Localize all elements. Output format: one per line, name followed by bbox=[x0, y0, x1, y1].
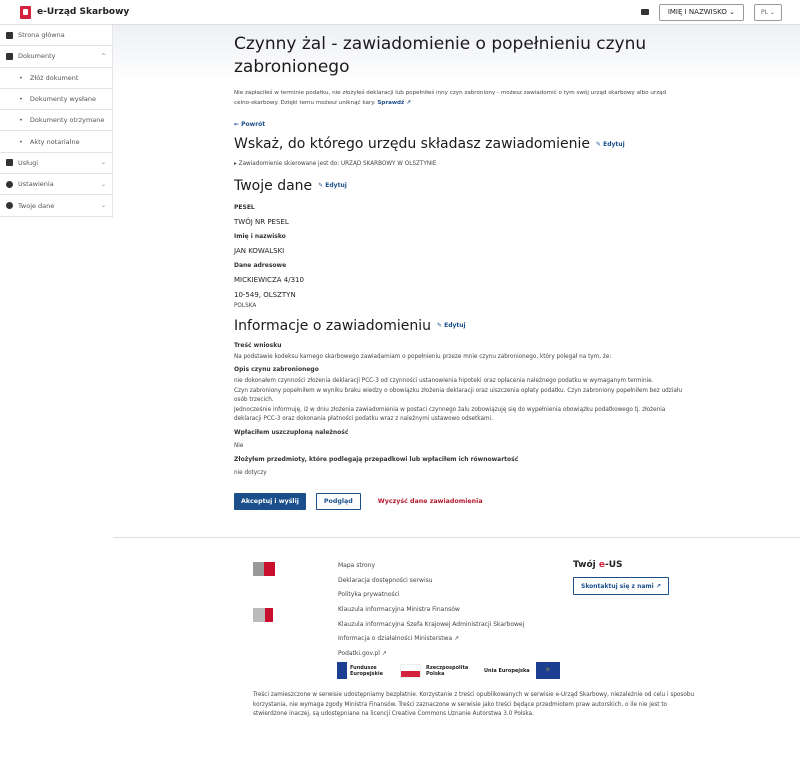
items-label: Złożyłem przedmioty, które podlegają przepadkowi lub wpłaciłem ich równowartość bbox=[234, 456, 519, 463]
sidebar-label: Ustawienia bbox=[18, 180, 54, 189]
flag-icon bbox=[400, 664, 421, 678]
info-heading-text: Informacje o zawiadomieniu bbox=[234, 317, 431, 334]
footer-link[interactable]: Polityka prywatności bbox=[338, 591, 400, 599]
footer-link[interactable]: Klauzula informacyjna Szefa Krajowej Administracji Skarbowej bbox=[338, 620, 525, 628]
paid-value: Nie bbox=[234, 442, 244, 449]
edit-label: Edytuj bbox=[325, 182, 347, 189]
address-label: Dane adresowe bbox=[234, 261, 287, 269]
description-line: Czyn zabroniony popełniłem w wyniku braku wiedzy o obowiązku złożenia deklaracji oraz uiszczenia opłaty podatku. Czyn zabroniony popełniłem bez udziału osób trzecich. bbox=[234, 387, 683, 403]
ue-logo-text: Unia Europejska bbox=[484, 667, 530, 674]
footer-link[interactable]: Podatki.gov.pl ↗ bbox=[338, 650, 387, 658]
sidebar-item-submit-document[interactable]: • Złóż dokument bbox=[0, 68, 112, 89]
footer-links bbox=[338, 562, 524, 665]
your-data-heading-text: Twoje dane bbox=[234, 177, 313, 194]
edit-label: Edytuj bbox=[603, 140, 625, 148]
check-link-label: Sprawdź bbox=[377, 100, 405, 106]
sidebar-item-sent-documents[interactable]: • Dokumenty wysłane bbox=[0, 89, 112, 110]
emblem-icon bbox=[20, 6, 31, 19]
mf-logo[interactable] bbox=[253, 562, 283, 576]
footer-link[interactable]: Deklaracja dostępności serwisu bbox=[338, 576, 433, 584]
footer-link[interactable]: Klauzula informacyjna Ministra Finansów bbox=[338, 606, 460, 614]
edit-data-button[interactable]: ✎ Edytuj bbox=[318, 182, 347, 189]
footer bbox=[113, 537, 800, 773]
sidebar-label: Dokumenty wysłane bbox=[29, 95, 96, 104]
legal-notice: Treści zamieszczone w serwisie udostępniamy bezpłatnie. Korzystanie z treści opublikowanych w serwisie e-Urząd Skarbowy, niezależnie od celu i sposobu korzystania, nie wymaga zgody Ministra Finansów. Treści zaznaczone w serwisie jako treści będące przedmiotem praw autorskich, o ile nie jest to stwierdzone inaczej, są udostępniane na licencji Creative Commons Uznanie Autorstwa 3.0 Polska. bbox=[253, 692, 695, 717]
pesel-value: TWÓJ NR PESEL bbox=[234, 218, 289, 226]
chevron-down-icon: ⌄ bbox=[100, 159, 106, 167]
fe-logo-mark bbox=[337, 662, 347, 679]
address-line1: MICKIEWICZA 4/310 bbox=[234, 276, 304, 284]
items-value: nie dotyczy bbox=[234, 470, 267, 476]
home-icon bbox=[6, 32, 13, 39]
contact-button[interactable]: Skontaktuj się z nami ↗ bbox=[573, 577, 669, 595]
chevron-down-icon: ⌄ bbox=[100, 180, 106, 188]
footer-link[interactable]: Mapa strony bbox=[338, 562, 376, 569]
sidebar-label: Twoje dane bbox=[18, 201, 55, 210]
eus-e: e bbox=[598, 560, 605, 570]
app-logo[interactable] bbox=[20, 6, 129, 19]
office-text: ▸ Zawiadomienie skierowane jest do: URZĄD SKARBOWY W OLSZTYNIE bbox=[234, 161, 437, 167]
sidebar-label: Akty notarialne bbox=[29, 137, 80, 146]
sidebar-item-notarial-deeds[interactable]: • Akty notarialne bbox=[0, 131, 112, 152]
eu-flag-icon: ✩ bbox=[536, 662, 560, 679]
sidebar-label: Usługi bbox=[18, 158, 39, 167]
ue-logo bbox=[484, 662, 560, 679]
services-icon bbox=[6, 159, 13, 166]
eus-suffix: -US bbox=[604, 560, 623, 570]
sidebar-item-documents[interactable] bbox=[0, 46, 112, 67]
footer-link-label: Informacja o działalności Ministerstwa bbox=[338, 635, 453, 643]
fe-logo bbox=[337, 662, 383, 679]
sidebar-label: Złóż dokument bbox=[29, 73, 79, 82]
mail-icon[interactable] bbox=[641, 9, 649, 15]
sidebar-label: Dokumenty otrzymane bbox=[29, 116, 105, 125]
language-select[interactable]: PL ⌄ bbox=[754, 4, 782, 21]
sidebar-label: Dokumenty bbox=[18, 52, 56, 61]
name-label: Imię i nazwisko bbox=[234, 232, 286, 240]
name-value: JAN KOWALSKI bbox=[234, 247, 285, 255]
office-section-heading bbox=[234, 136, 684, 152]
mf-logo-mark bbox=[253, 562, 275, 576]
address-country: POLSKA bbox=[234, 303, 257, 309]
preview-button[interactable]: Podgląd bbox=[316, 493, 361, 510]
description-line: nie dokonałem czynności złożenia deklaracji PCC-3 od czynności ustanowienia hipoteki oraz opłacenia należnego podatku w wymaganym terminie. bbox=[234, 378, 654, 384]
rp-logo-text: Rzeczpospolita Polska bbox=[426, 664, 469, 677]
edit-label: Edytuj bbox=[444, 322, 466, 329]
back-link[interactable]: ← Powrót bbox=[234, 121, 266, 128]
accept-send-button[interactable]: Akceptuj i wyślij bbox=[234, 493, 306, 510]
description-line: Jednocześnie informuję, iż w dniu złożenia zawiadomienia w postaci czynnego żalu zobowiązuję się do wypełnienia obowiązku podatkowego tj. złożenia deklaracji PCC-3 oraz dokonania płatności podatku wraz z należnymi ustawowo odsetkami. bbox=[234, 406, 666, 422]
office-heading-text: Wskaż, do którego urzędu składasz zawiadomienie bbox=[234, 136, 590, 152]
clear-data-button[interactable]: Wyczyść dane zawiadomienia bbox=[377, 497, 483, 505]
description-label: Opis czynu zabronionego bbox=[234, 366, 319, 373]
app-title: e-Urząd Skarbowy bbox=[37, 7, 130, 17]
rp-logo bbox=[400, 664, 469, 678]
user-name: IMIĘ I NAZWISKO bbox=[667, 8, 727, 16]
check-link[interactable]: Sprawdź ↗ bbox=[377, 100, 411, 106]
eus-title bbox=[573, 560, 669, 570]
back-label: Powrót bbox=[241, 121, 266, 128]
sidebar-item-services[interactable] bbox=[0, 153, 112, 174]
eus-prefix: Twój bbox=[573, 560, 599, 570]
info-heading bbox=[234, 318, 684, 334]
page-description bbox=[234, 88, 684, 108]
footer-link-label: Podatki.gov.pl bbox=[338, 650, 380, 658]
description-text: Nie zapłaciłeś w terminie podatku, nie złożyłeś deklaracji lub popełniłeś inny czyn zabroniony - możesz zawiadomić o tym swój urząd skarbowy albo urząd celno-skarbowy. Dzięki temu możesz uniknąć kary. bbox=[234, 90, 667, 106]
document-icon bbox=[6, 53, 13, 60]
chevron-up-icon: ^ bbox=[100, 52, 106, 60]
footer-link[interactable]: Informacja o działalności Ministerstwa ↗ bbox=[338, 635, 460, 643]
content-value: Na podstawie kodeksu karnego skarbowego zawiadamiam o popełnieniu przeze mnie czynu zabronionego, który polegał na tym, że: bbox=[234, 353, 612, 360]
content-label: Treść wniosku bbox=[234, 341, 282, 349]
your-data-heading bbox=[234, 178, 684, 194]
user-icon bbox=[6, 202, 13, 209]
sidebar-item-settings[interactable] bbox=[0, 174, 112, 195]
sidebar-item-your-data[interactable] bbox=[0, 195, 112, 216]
sidebar-item-received-documents[interactable]: • Dokumenty otrzymane bbox=[0, 110, 112, 131]
kas-logo[interactable] bbox=[253, 608, 298, 622]
sidebar-label: Strona główna bbox=[18, 31, 65, 40]
fe-logo-text: Fundusze Europejskie bbox=[350, 664, 383, 677]
sidebar-item-home[interactable] bbox=[0, 25, 112, 46]
language-value: PL bbox=[761, 8, 769, 16]
pesel-label: PESEL bbox=[234, 203, 255, 211]
address-line2: 10-549, OLSZTYN bbox=[234, 290, 296, 299]
main-content bbox=[113, 25, 800, 537]
top-bar bbox=[0, 0, 800, 25]
kas-logo-mark bbox=[253, 608, 273, 622]
edit-info-button[interactable]: ✎ Edytuj bbox=[436, 322, 466, 329]
office-value: Zawiadomienie skierowane jest do: URZĄD SKARBOWY W OLSZTYNIE bbox=[238, 161, 437, 167]
user-menu-button[interactable]: IMIĘ I NAZWISKO ⌄ bbox=[659, 4, 744, 21]
page-title: Czynny żal - zawiadomienie o popełnieniu czynu zabronionego bbox=[234, 34, 647, 77]
edit-office-button[interactable]: ✎ Edytuj bbox=[596, 140, 625, 148]
sidebar bbox=[0, 25, 113, 218]
paid-label: Wpłaciłem uszczuploną należność bbox=[234, 428, 349, 436]
gear-icon bbox=[6, 181, 13, 188]
contact-label: Skontaktuj się z nami bbox=[581, 582, 654, 590]
chevron-down-icon: ⌄ bbox=[100, 202, 106, 210]
